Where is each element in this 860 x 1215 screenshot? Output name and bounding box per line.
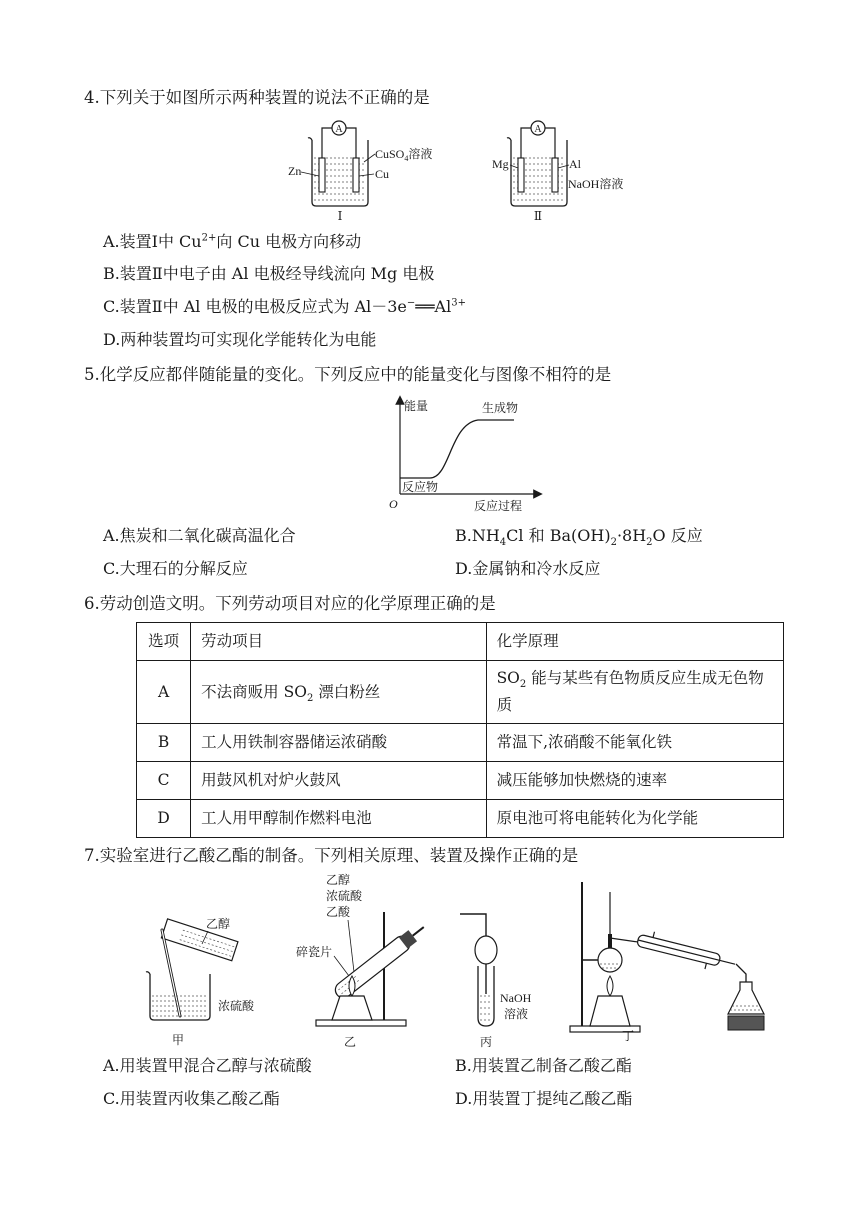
yi-acetic-acid-label: 乙酸: [326, 905, 351, 919]
q5-option-c: C.大理石的分解反应: [103, 559, 248, 578]
mg-label: Mg: [492, 157, 509, 171]
figure-2-caption: Ⅱ: [533, 209, 543, 222]
jia-caption: 甲: [172, 1033, 185, 1047]
q4-figure-1: [284, 118, 464, 226]
header-option: 选项: [137, 623, 191, 661]
q4-option-a: A.装置Ⅰ中 $Cu^{2+}$向 Cu 电极方向移动: [103, 232, 362, 251]
q5-stem: 5.化学反应都伴随能量的变化。下列反应中的能量变化与图像不相符的是: [84, 365, 612, 384]
table-row: D 工人用甲醇制作燃料电池 原电池可将电能转化为化学能: [137, 800, 784, 838]
q4-figure-2: [490, 118, 650, 226]
table-row: A 不法商贩用 $SO_2$ 漂白粉丝 $SO_2$ 能与某些有色物质反应生成无色物质: [137, 661, 784, 724]
yi-sulfuric-acid-label: 浓硫酸: [326, 889, 363, 903]
bing-caption: 丙: [480, 1035, 493, 1049]
cuso4-label: CuSO: [375, 147, 405, 161]
yi-ethanol-label: 乙醇: [326, 873, 351, 887]
zn-label: Zn: [288, 164, 302, 178]
jia-sulfuric-acid-label: 浓硫酸: [218, 999, 255, 1013]
product-label: 生成物: [482, 401, 519, 415]
q7-option-a: A.用装置甲混合乙醇与浓硫酸: [103, 1056, 312, 1075]
cuso4-solution-label: 溶液: [408, 147, 433, 161]
q4-option-c: C.装置Ⅱ中 Al 电极的电极反应式为 $Al-3e^-══Al^{3+}$: [103, 297, 466, 316]
table-row: B 工人用铁制容器储运浓硝酸 常温下,浓硝酸不能氧化铁: [137, 724, 784, 762]
ding-caption: 丁: [622, 1029, 635, 1043]
q7-option-c: C.用装置丙收集乙酸乙酯: [103, 1089, 280, 1108]
origin-label: O: [389, 497, 398, 511]
q5-energy-diagram: [386, 394, 546, 516]
q7-option-d: D.用装置丁提纯乙酸乙酯: [455, 1089, 633, 1108]
naoh-solution-label: NaOH溶液: [568, 177, 624, 191]
ammeter-1-label: A: [335, 124, 343, 135]
figure-1-caption: Ⅰ: [337, 209, 343, 222]
q6-table: [136, 622, 784, 838]
yi-porcelain-label: 碎瓷片: [296, 945, 333, 959]
q5-option-b: $B.NH_4Cl$ 和 $Ba(OH)_2\cdot 8H_2O$ 反应: [455, 526, 703, 549]
q5-option-d: D.金属钠和冷水反应: [455, 559, 601, 578]
q6-stem: 6.劳动创造文明。下列劳动项目对应的化学原理正确的是: [84, 594, 496, 613]
q7-figure-jia: [140, 912, 270, 1052]
q7-figure-bing: [456, 896, 556, 1054]
q5-option-a: A.焦炭和二氧化碳高温化合: [103, 526, 296, 545]
table-header-row: [137, 623, 784, 661]
energy-axis-label: 能量: [404, 399, 429, 413]
svg-text:CuSO4溶液: [375, 146, 432, 163]
reaction-progress-label: 反应过程: [474, 499, 523, 512]
cu-label: Cu: [375, 167, 390, 181]
jia-ethanol-label: 乙醇: [206, 917, 231, 931]
q4-option-b: B.装置Ⅱ中电子由 Al 电极经导线流向 Mg 电极: [103, 264, 435, 283]
q4-option-d: D.两种装置均可实现化学能转化为电能: [103, 330, 377, 349]
reactant-label: 反应物: [402, 480, 439, 494]
yi-caption: 乙: [344, 1035, 357, 1049]
cuso4-subscript: 4: [404, 154, 409, 163]
header-labor-item: 劳动项目: [191, 623, 486, 661]
header-principle: 化学原理: [486, 623, 783, 661]
q7-option-b: B.用装置乙制备乙酸乙酯: [455, 1056, 632, 1075]
al-label: Al: [569, 157, 581, 171]
table-row: C 用鼓风机对炉火鼓风 减压能够加快燃烧的速率: [137, 762, 784, 800]
q7-figure-ding: [560, 878, 770, 1052]
bing-naoh-label: NaOH: [500, 991, 532, 1005]
bing-solution-label: 溶液: [504, 1007, 529, 1021]
q7-stem: 7.实验室进行乙酸乙酯的制备。下列相关原理、装置及操作正确的是: [84, 846, 579, 865]
q7-figure-yi: [296, 872, 446, 1054]
q4-stem: 4.下列关于如图所示两种装置的说法不正确的是: [84, 88, 430, 107]
ammeter-2-label: A: [534, 124, 542, 135]
